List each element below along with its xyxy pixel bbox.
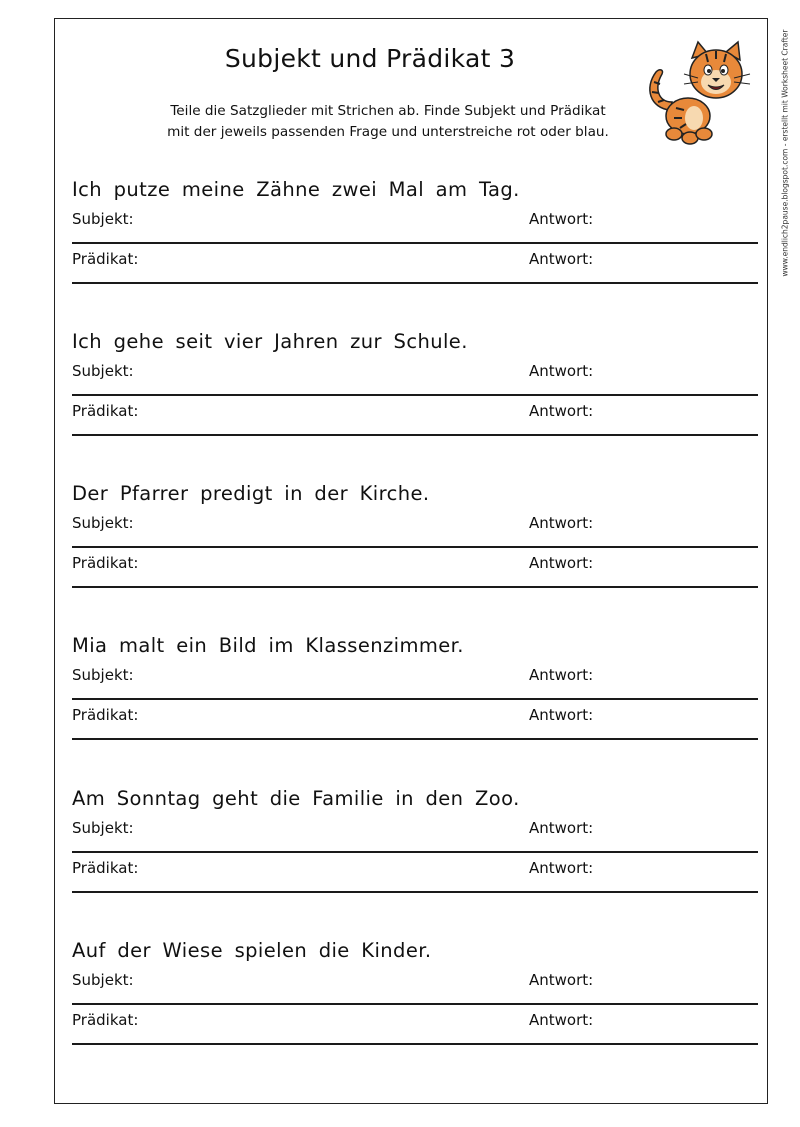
subject-answer-line[interactable] bbox=[72, 508, 758, 548]
task-block bbox=[72, 328, 758, 436]
predicate-label: Prädikat: bbox=[72, 402, 139, 420]
side-credit bbox=[778, 18, 792, 288]
subject-answer-line[interactable] bbox=[72, 204, 758, 244]
subject-label: Subjekt: bbox=[72, 210, 134, 228]
answer-label: Antwort: bbox=[529, 971, 594, 989]
task-sentence: Ich gehe seit vier Jahren zur Schule. bbox=[72, 330, 468, 353]
page-title: Subjekt und Prädikat 3 bbox=[224, 44, 516, 73]
subject-label: Subjekt: bbox=[72, 514, 134, 532]
side-credit-text: www.endlich2pause.blogspot.com - erstellt mit Worksheet Crafter bbox=[780, 29, 790, 277]
subject-answer-line[interactable] bbox=[72, 356, 758, 396]
subject-label: Subjekt: bbox=[72, 971, 134, 989]
answer-label: Antwort: bbox=[529, 514, 594, 532]
subject-label: Subjekt: bbox=[72, 362, 134, 380]
predicate-label: Prädikat: bbox=[72, 554, 139, 572]
subject-label: Subjekt: bbox=[72, 819, 134, 837]
task-sentence: Mia malt ein Bild im Klassenzimmer. bbox=[72, 634, 464, 657]
instruction-line: Teile die Satzglieder mit Strichen ab. Finde Subjekt und Prädikat bbox=[170, 103, 606, 119]
predicate-answer-line[interactable] bbox=[72, 244, 758, 284]
answer-label: Antwort: bbox=[529, 819, 594, 837]
answer-label: Antwort: bbox=[529, 554, 594, 572]
task-sentence: Auf der Wiese spielen die Kinder. bbox=[72, 939, 432, 962]
task-sentence: Ich putze meine Zähne zwei Mal am Tag. bbox=[72, 178, 520, 201]
predicate-label: Prädikat: bbox=[72, 859, 139, 877]
subject-answer-line[interactable] bbox=[72, 965, 758, 1005]
answer-label: Antwort: bbox=[529, 402, 594, 420]
predicate-answer-line[interactable] bbox=[72, 700, 758, 740]
answer-label: Antwort: bbox=[529, 859, 594, 877]
task-block bbox=[72, 785, 758, 893]
subject-label: Subjekt: bbox=[72, 666, 134, 684]
answer-label: Antwort: bbox=[529, 362, 594, 380]
predicate-answer-line[interactable] bbox=[72, 853, 758, 893]
subject-answer-line[interactable] bbox=[72, 660, 758, 700]
predicate-answer-line[interactable] bbox=[72, 396, 758, 436]
answer-label: Antwort: bbox=[529, 1011, 594, 1029]
instruction-line: mit der jeweils passenden Frage und unterstreiche rot oder blau. bbox=[167, 124, 609, 140]
predicate-label: Prädikat: bbox=[72, 706, 139, 724]
predicate-label: Prädikat: bbox=[72, 250, 139, 268]
predicate-answer-line[interactable] bbox=[72, 548, 758, 588]
answer-label: Antwort: bbox=[529, 666, 594, 684]
answer-label: Antwort: bbox=[529, 210, 594, 228]
task-sentence: Am Sonntag geht die Familie in den Zoo. bbox=[72, 787, 520, 810]
task-block bbox=[72, 480, 758, 588]
cat-illustration bbox=[640, 38, 760, 146]
task-block bbox=[72, 176, 758, 284]
task-sentence: Der Pfarrer predigt in der Kirche. bbox=[72, 482, 430, 505]
subject-answer-line[interactable] bbox=[72, 813, 758, 853]
predicate-label: Prädikat: bbox=[72, 1011, 139, 1029]
predicate-answer-line[interactable] bbox=[72, 1005, 758, 1045]
instructions bbox=[54, 101, 722, 143]
task-block bbox=[72, 632, 758, 740]
task-block bbox=[72, 937, 758, 1045]
answer-label: Antwort: bbox=[529, 250, 594, 268]
answer-label: Antwort: bbox=[529, 706, 594, 724]
